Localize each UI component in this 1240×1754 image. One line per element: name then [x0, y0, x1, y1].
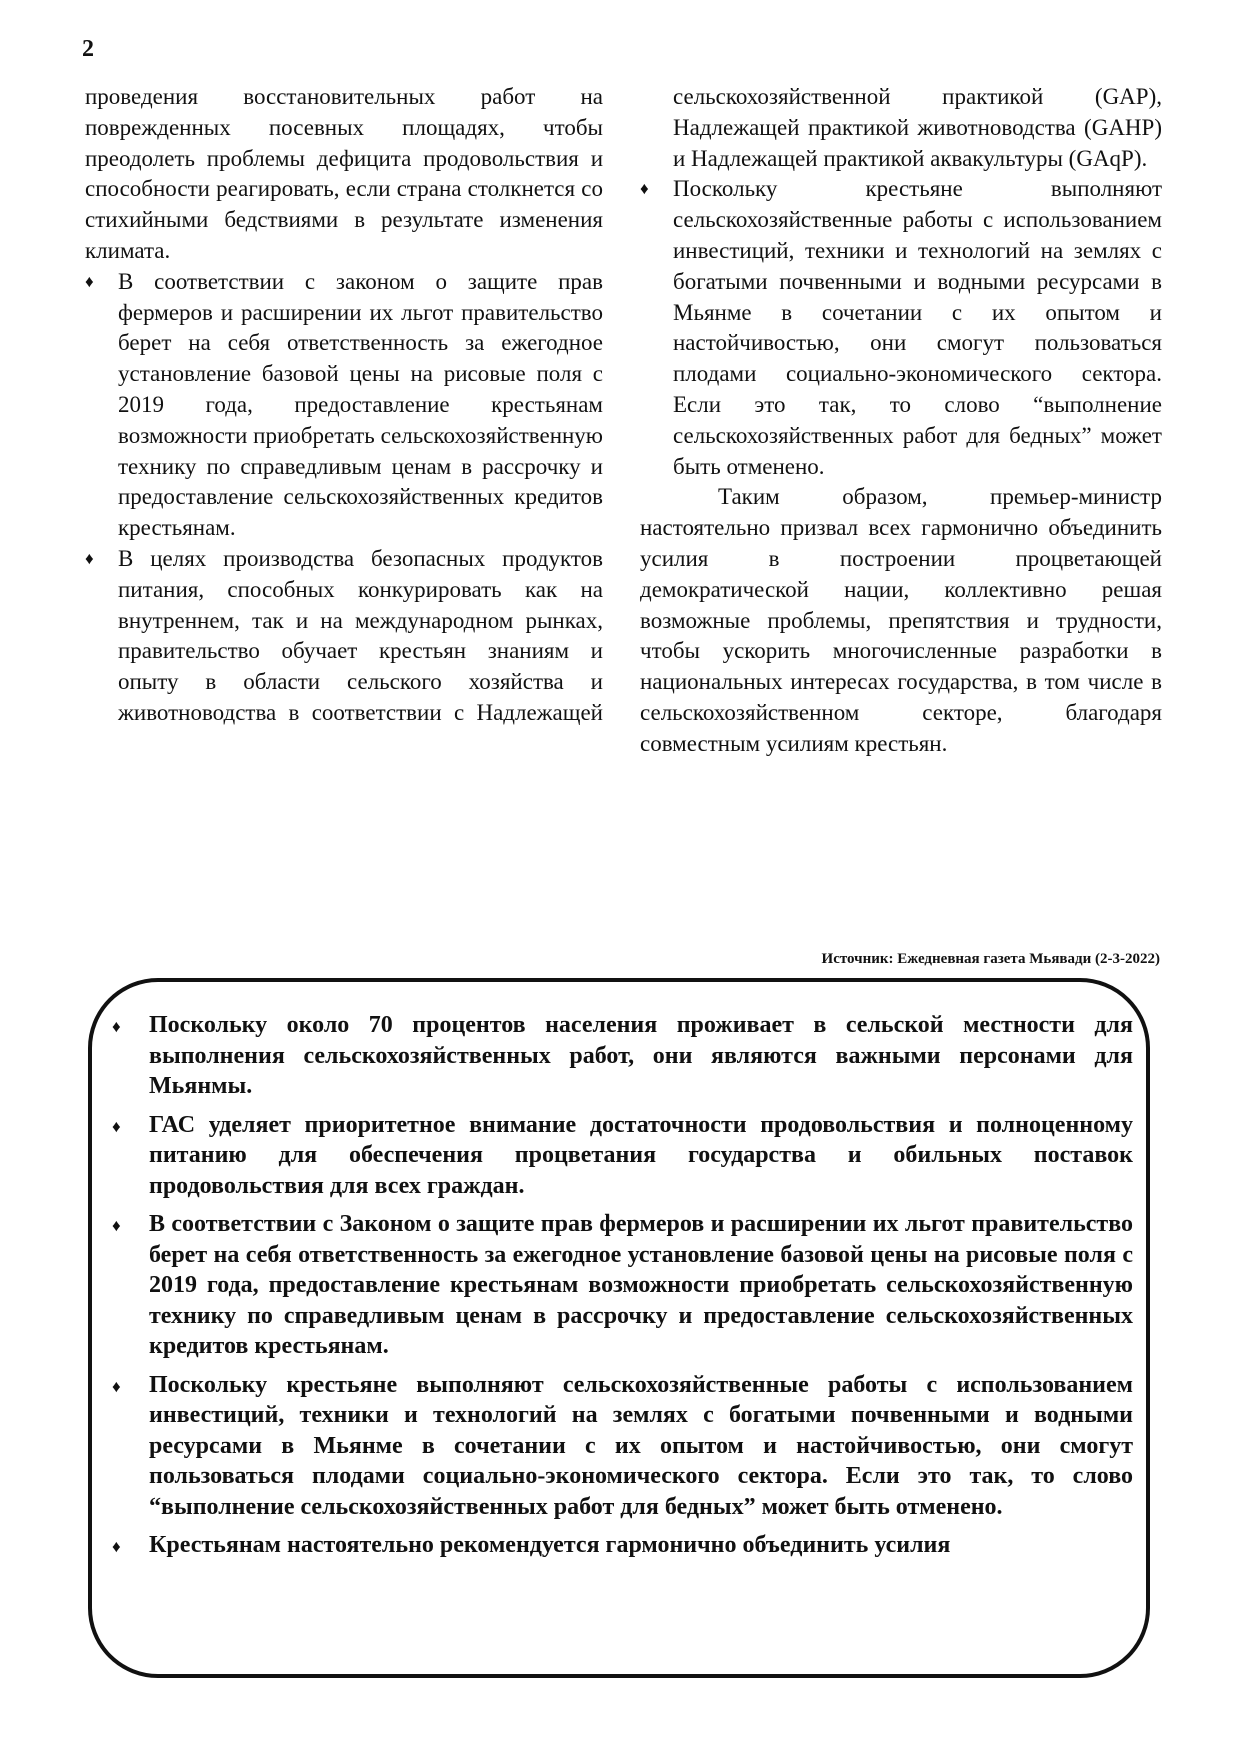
- right-bullet-item: [640, 174, 1162, 482]
- summary-item: [112, 1010, 1133, 1102]
- left-continuation-paragraph: проведения восстановительных работ на поврежденных посевных площадях, чтобы преодолеть проблемы дефицита продовольствия и способности реагировать, если страна столкнется со стихийными бедствиями в результате изменения климата.: [85, 84, 603, 263]
- closing-paragraph: Таким образом, премьер-министр настоятельно призвал всех гармонично объединить усилия в построении процветающей демократической нации, коллективно решая возможные проблемы, препятствия и трудности, чтобы ускорить многочисленные разработки в национальных интересах государства, в том числе в сельскохозяйственном секторе, благодаря совместным усилиям крестьян.: [640, 484, 1162, 756]
- diamond-bullet-icon: ♦: [112, 1376, 121, 1396]
- diamond-bullet-icon: ♦: [112, 1537, 121, 1556]
- summary-item: [112, 1370, 1133, 1523]
- diamond-bullet-icon: ♦: [112, 1216, 121, 1235]
- diamond-bullet-icon: ♦: [112, 1116, 121, 1136]
- left-bullet-text: В соответствии с законом о защите прав фермеров и расширении их льгот правительство берет на себя ответственность за ежегодное установление базовой цены на рисовые поля с 2019 года, предоставление крестьянам возможности приобретать сельскохозяйственную технику по справедливым ценам в рассрочку и предоставление сельскохозяйственных кредитов крестьянам.: [118, 268, 603, 541]
- diamond-bullet-icon: ♦: [112, 1017, 121, 1036]
- right-bullet-text: Поскольку крестьяне выполняют сельскохозяйственные работы с использованием инвестиций, техники и технологий на землях с богатыми почвенными и водными ресурсами в Мьянме в сочетании с их опытом и настойчивостью, они смогут пользоваться плодами социально-экономического сектора. Если это так, то слово “выполнение сельскохозяйственных работ для бедных” может быть отменено.: [673, 176, 1162, 479]
- left-bullet-text: В целях производства безопасных продуктов питания, способных конкурировать как на внутреннем, так и на международном рынках, правительство обучает крестьян знаниям и опыту в области сельского хозяйства и животноводства в соответствии с Надлежащей: [118, 545, 603, 725]
- summary-item-text: Поскольку крестьяне выполняют сельскохозяйственные работы с использованием инвестиций, техники и технологий на землях с богатыми почвенными и водными ресурсами в Мьянме в сочетании с их опытом и настойчивостью, они смогут пользоваться плодами социально-экономического сектора. Если это так, то слово “выполнение сельскохозяйственных работ для бедных” может быть отменено.: [149, 1371, 1133, 1520]
- summary-item-text: В соответствии с Законом о защите прав фермеров и расширении их льгот правительство берет на себя ответственность за ежегодное установление базовой цены на рисовые поля с 2019 года, предоставление крестьянам возможности приобретать сельскохозяйственную технику по справедливым ценам в рассрочку и предоставление сельскохозяйственных кредитов крестьянам.: [149, 1211, 1133, 1359]
- left-column: [85, 82, 603, 729]
- summary-item: [112, 1530, 1133, 1561]
- summary-item-text: Крестьянам настоятельно рекомендуется гармонично объединить усилия: [149, 1532, 951, 1558]
- diamond-bullet-icon: ♦: [85, 271, 94, 291]
- diamond-bullet-icon: ♦: [85, 548, 94, 568]
- source-citation: Источник: Ежедневная газета Мьявади (2-3-2022): [821, 951, 1160, 967]
- left-bullet-item: [85, 267, 603, 544]
- page-number: 2: [82, 36, 94, 62]
- left-bullet-item: [85, 544, 603, 729]
- diamond-bullet-icon: ♦: [640, 179, 649, 199]
- summary-item: [112, 1110, 1133, 1202]
- summary-box-list: [112, 1010, 1133, 1569]
- right-continuation-paragraph: сельскохозяйственной практикой (GAP), Надлежащей практикой животноводства (GAHP) и Надлежащей практикой аквакультуры (GAqP).: [673, 84, 1162, 171]
- right-column: [640, 82, 1162, 760]
- summary-item-text: Поскольку около 70 процентов населения проживает в сельской местности для выполнения сельскохозяйственных работ, они являются важными персонами для Мьянмы.: [149, 1012, 1133, 1099]
- summary-item-text: ГАС уделяет приоритетное внимание достаточности продовольствия и полноценному питанию для обеспечения процветания государства и обильных поставок продовольствия для всех граждан.: [149, 1111, 1133, 1199]
- summary-item: [112, 1209, 1133, 1362]
